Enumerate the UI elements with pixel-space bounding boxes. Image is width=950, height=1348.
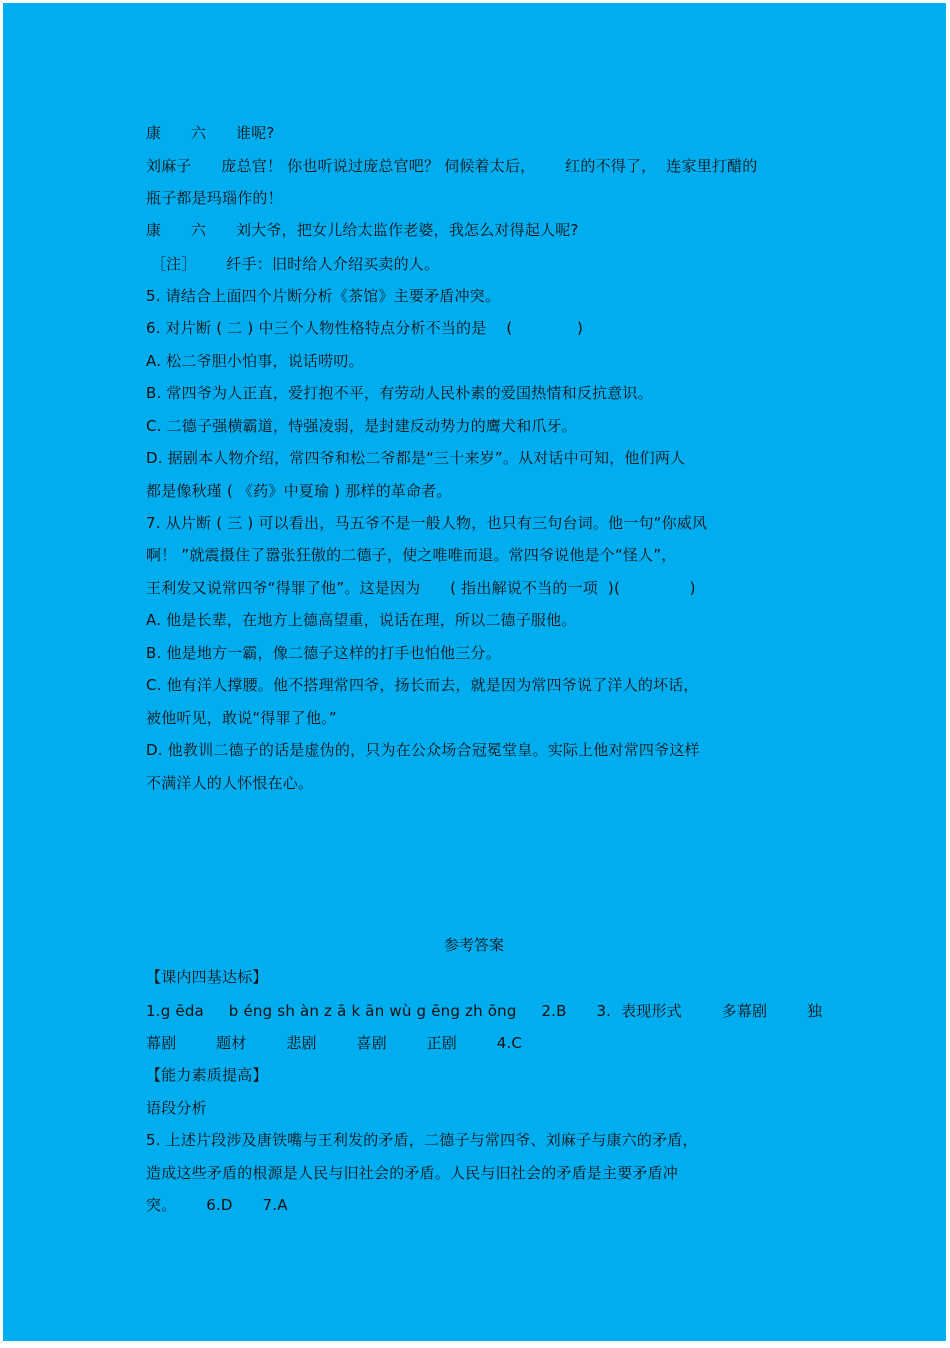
question-6-option-c: C. 二德子强横霸道，恃强凌弱，是封建反动势力的鹰犬和爪牙。 <box>146 417 578 435</box>
annotation-note: ［注］ 纤手：旧时给人介绍买卖的人。 <box>146 255 440 273</box>
question-5: 5. 请结合上面四个片断分析《茶馆》主要矛盾冲突。 <box>146 287 501 305</box>
answer-1-line-1: 1.g ēda b éng sh àn z ā k ān wù g ēng zh ōng 2.B 3. 表现形式 多幕剧 独 <box>146 1002 823 1020</box>
answers-section-ability: 【能力素质提高】 <box>146 1066 268 1084</box>
question-6-option-a: A. 松二爷胆小怕事，说话唠叨。 <box>146 352 364 370</box>
answer-5-line-2: 造成这些矛盾的根源是人民与旧社会的矛盾。人民与旧社会的矛盾是主要矛盾冲 <box>146 1164 679 1182</box>
question-7-cont-2: 王利发又说常四爷“得罪了他”。这是因为 ( 指出解说不当的一项 )( ) <box>146 579 696 597</box>
question-6: 6. 对片断 ( 二 ) 中三个人物性格特点分析不当的是 ( ) <box>146 319 584 337</box>
question-7: 7. 从片断 ( 三 ) 可以看出，马五爷不是一般人物，也只有三句台词。他一句“你威风 <box>146 514 708 532</box>
answers-subsection: 语段分析 <box>146 1099 207 1117</box>
question-6-option-b: B. 常四爷为人正直，爱打抱不平，有劳动人民朴素的爱国热情和反抗意识。 <box>146 384 653 402</box>
question-7-option-d-cont: 不满洋人的人怀恨在心。 <box>146 774 314 792</box>
question-7-option-b: B. 他是地方一霸，像二德子这样的打手也怕他三分。 <box>146 644 501 662</box>
answer-5-line-3: 突。 6.D 7.A <box>146 1196 288 1214</box>
question-7-option-c: C. 他有洋人撑腰。他不搭理常四爷，扬长而去，就是因为常四爷说了洋人的坏话， <box>146 676 699 694</box>
dialogue-liumazi-cont: 瓶子都是玛瑙作的！ <box>146 189 283 207</box>
question-6-option-d: D. 据剧本人物介绍，常四爷和松二爷都是“三十来岁”。从对话中可知，他们两人 <box>146 449 686 467</box>
question-7-option-a: A. 他是长辈，在地方上德高望重，说话在理，所以二德子服他。 <box>146 611 577 629</box>
dialogue-liumazi: 刘麻子 庞总官！ 你也听说过庞总官吧？ 伺候着太后， 红的不得了， 连家里打醋的 <box>146 157 758 175</box>
document-page <box>3 3 946 1341</box>
answers-title: 参考答案 <box>443 936 504 954</box>
answers-section-basic: 【课内四基达标】 <box>146 968 268 986</box>
dialogue-kangliu-2: 康 六 刘大爷，把女儿给太监作老婆，我怎么对得起人呢? <box>146 221 579 239</box>
question-6-option-d-cont: 都是像秋瑾 ( 《药》中夏瑜 ) 那样的革命者。 <box>146 482 452 500</box>
answer-5-line-1: 5. 上述片段涉及唐铁嘴与王利发的矛盾，二德子与常四爷、刘麻子与康六的矛盾， <box>146 1131 698 1149</box>
question-7-option-d: D. 他教训二德子的话是虚伪的，只为在公众场合冠冕堂皇。实际上他对常四爷这样 <box>146 741 700 759</box>
question-7-cont-1: 啊！ ”就震摄住了嚣张狂傲的二德子，使之唯唯而退。常四爷说他是个“怪人”， <box>146 546 677 564</box>
question-7-option-c-cont: 被他听见，敢说“得罪了他。” <box>146 709 337 727</box>
dialogue-kangliu-1: 康 六 谁呢? <box>146 124 275 142</box>
answer-1-line-2: 幕剧 题材 悲剧 喜剧 正剧 4.C <box>146 1034 523 1052</box>
